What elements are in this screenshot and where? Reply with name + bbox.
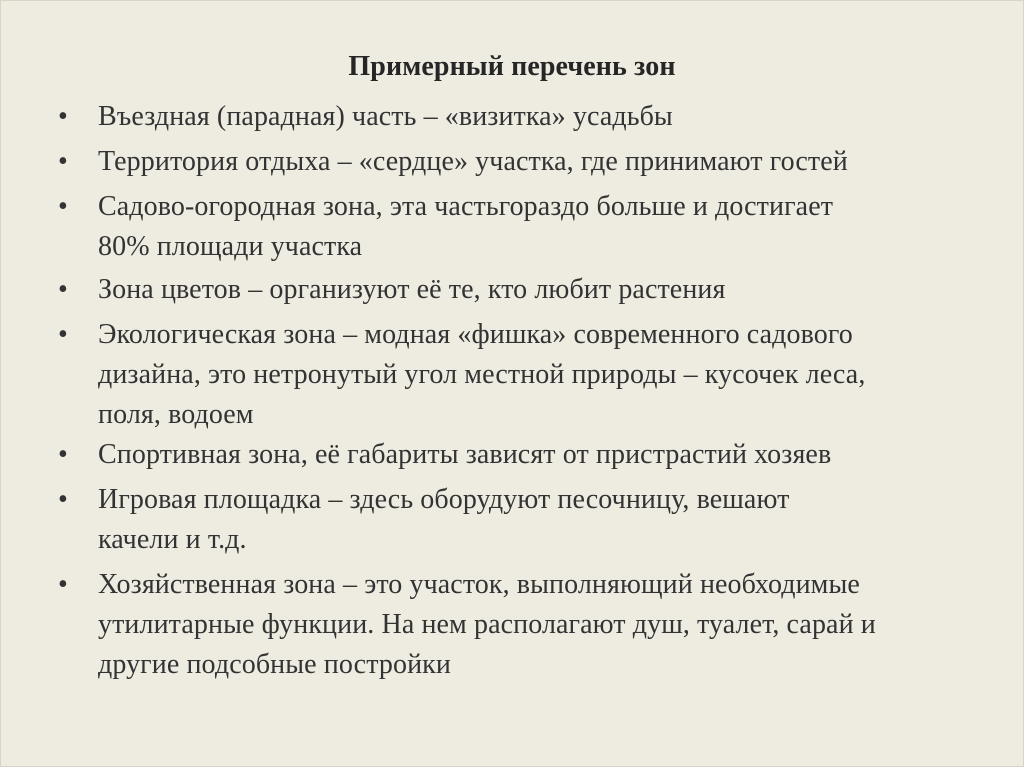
bullet-marker-8: • — [58, 569, 68, 600]
list-item-playground: Игровая площадка – здесь оборудуют песочницу, вешают качели и т.д. — [98, 484, 790, 555]
bullet-marker-4: • — [58, 274, 68, 305]
list-item-garden-zone: Садово-огородная зона, эта частьгораздо больше и достигает 80% площади участка — [98, 191, 834, 262]
list-item-recreation-zone: Территория отдыха – «сердце» участка, где принимают гостей — [98, 146, 848, 177]
bullet-marker-1: • — [58, 101, 68, 132]
list-item-entrance-zone: Въездная (парадная) часть – «визитка» усадьбы — [98, 101, 673, 132]
list-item-sports-zone: Спортивная зона, её габариты зависят от пристрастий хозяев — [98, 439, 832, 470]
bullet-marker-7: • — [58, 484, 68, 515]
list-item-utility-zone: Хозяйственная зона – это участок, выполняющий необходимые утилитарные функции. На нем располагают душ, туалет, сарай и другие подсобные постройки — [98, 569, 876, 680]
bullet-marker-3: • — [58, 191, 68, 222]
list-item-flower-zone: Зона цветов – организуют её те, кто любит растения — [98, 274, 726, 305]
bullet-marker-6: • — [58, 439, 68, 470]
bullet-marker-5: • — [58, 319, 68, 350]
bullet-marker-2: • — [58, 146, 68, 177]
slide-title: Примерный перечень зон — [348, 51, 676, 82]
list-item-ecological-zone: Экологическая зона – модная «фишка» современного садового дизайна, это нетронутый угол местной природы – кусочек леса, поля, водоем — [98, 319, 866, 430]
